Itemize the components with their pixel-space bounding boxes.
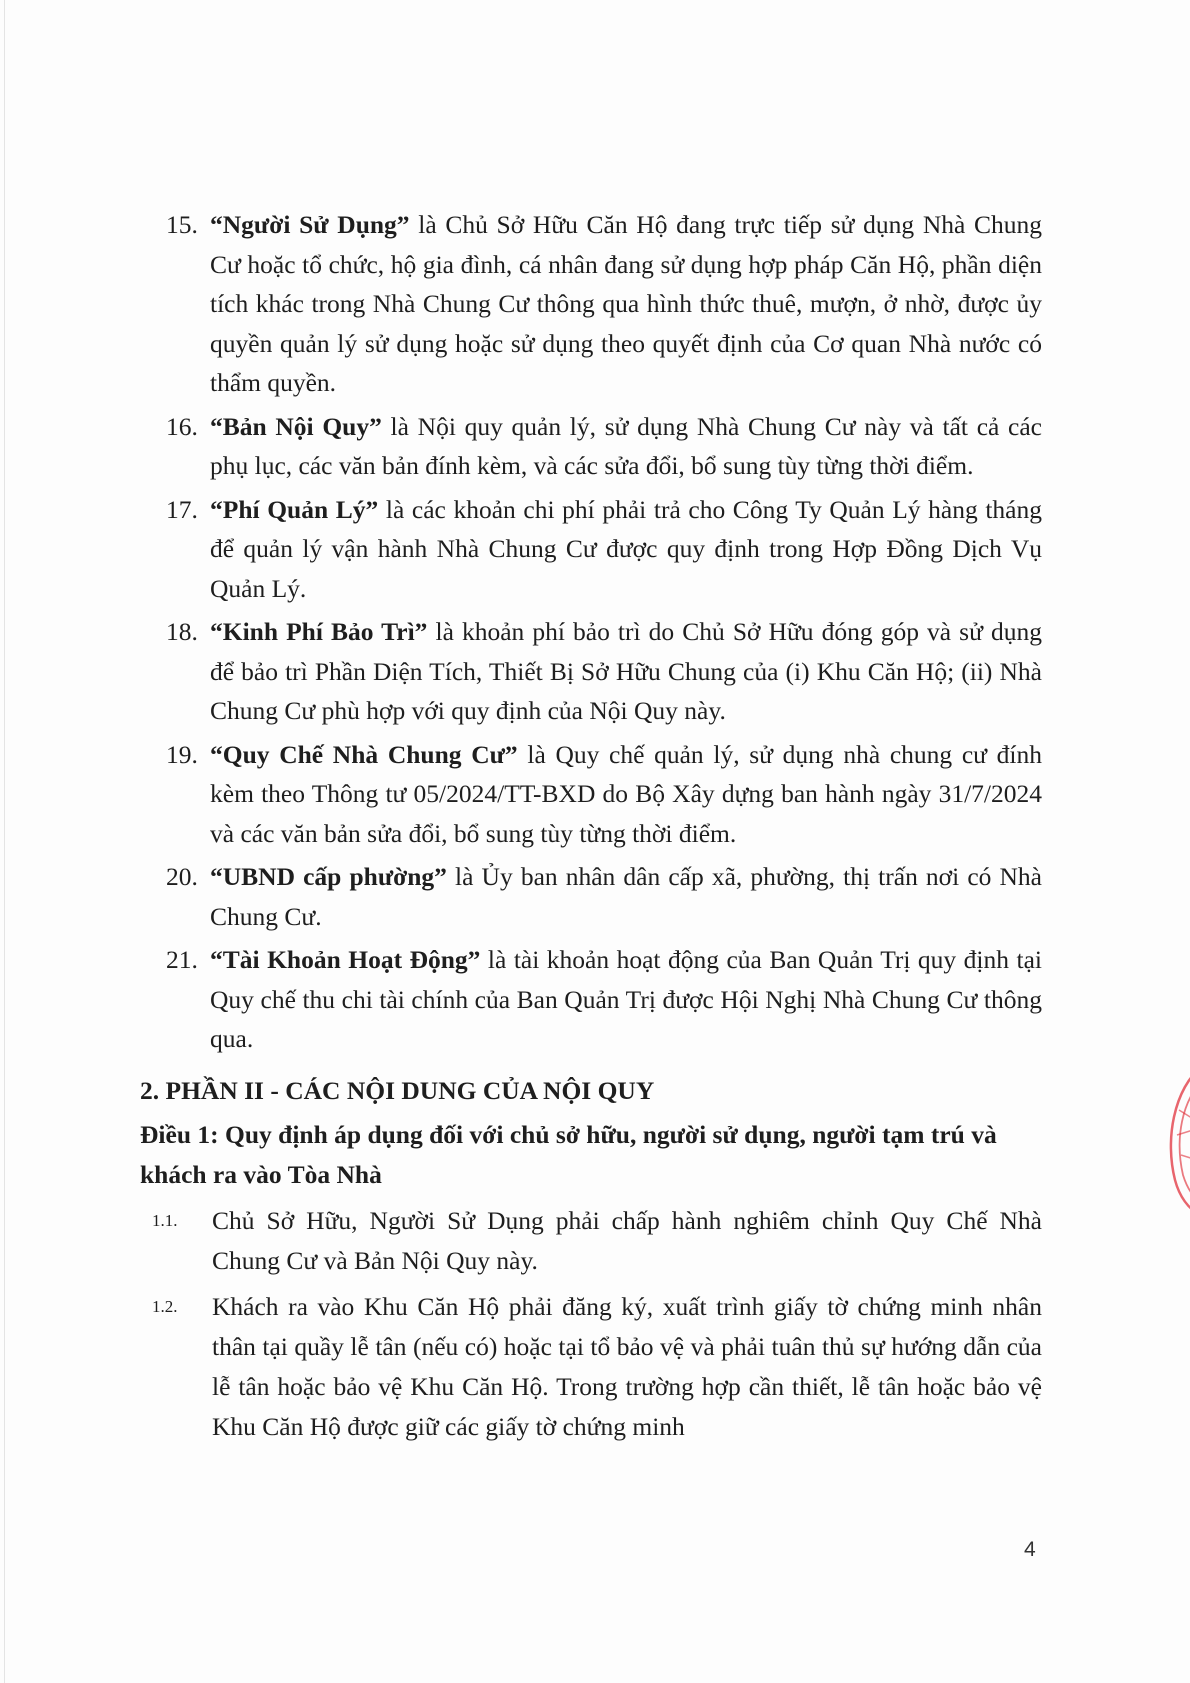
item-number: 19. [166, 739, 198, 769]
item-number: 18. [166, 617, 198, 646]
red-seal-stamp-icon [1165, 1060, 1190, 1220]
page-content [140, 205, 1043, 1453]
defined-term: “Kinh Phí Bảo Trì” [210, 617, 428, 646]
clause-item [152, 1201, 1042, 1281]
definition-item [166, 612, 1042, 731]
definition-item [166, 735, 1042, 854]
definition-item [166, 407, 1042, 486]
definition-text: là Ủy ban nhân dân cấp xã, phường, thị trấn nơi có Nhà Chung Cư. [210, 862, 1042, 931]
definition-text: là tài khoản hoạt động của Ban Quản Trị quy định tại Quy chế thu chi tài chính của Ban Quản Trị được Hội Nghị Nhà Chung Cư thông qua. [210, 945, 1042, 1053]
definition-item [166, 940, 1042, 1059]
section-heading: 2. PHẦN II - CÁC NỘI DUNG CỦA NỘI QUY [140, 1075, 655, 1105]
definition-text: là Nội quy quản lý, sử dụng Nhà Chung Cư này và tất cả các phụ lục, các văn bản đính kèm, và các sửa đổi, bổ sung tùy từng thời điểm. [210, 411, 1042, 480]
definition-text: là Quy chế quản lý, sử dụng nhà chung cư đính kèm theo Thông tư 05/2024/TT-BXD do Bộ Xây dựng ban hành ngày 31/7/2024 và các văn bản sửa đổi, bổ sung tùy từng thời điểm. [210, 739, 1042, 848]
defined-term: “UBND cấp phường” [210, 862, 447, 891]
definition-text: là khoản phí bảo trì do Chủ Sở Hữu đóng góp và sử dụng để bảo trì Phần Diện Tích, Thiết Bị Sở Hữu Chung của (i) Khu Căn Hộ; (ii) Nhà Chung Cư phù hợp với quy định của Nội Quy này. [210, 617, 1042, 725]
item-number: 21. [166, 945, 198, 974]
scan-edge [4, 0, 5, 1683]
definition-item [166, 205, 1042, 403]
clause-number: 1.2. [152, 1296, 178, 1316]
item-number: 15. [166, 210, 198, 239]
defined-term: “Phí Quản Lý” [210, 494, 379, 524]
definitions-list [166, 205, 1042, 1059]
clause-text: Chủ Sở Hữu, Người Sử Dụng phải chấp hành nghiêm chỉnh Quy Chế Nhà Chung Cư và Bản Nội Quy này. [212, 1205, 1042, 1275]
clause-text: Khách ra vào Khu Căn Hộ phải đăng ký, xuất trình giấy tờ chứng minh nhân thân tại quầy lễ tân (nếu có) hoặc tại tổ bảo vệ và phải tuân thủ sự hướng dẫn của lễ tân hoặc bảo vệ Khu Căn Hộ. Trong trường hợp cần thiết, lễ tân hoặc bảo vệ Khu Căn Hộ được giữ các giấy tờ chứng minh [212, 1291, 1042, 1441]
defined-term: “Tài Khoản Hoạt Động” [210, 945, 481, 974]
definition-item [166, 857, 1042, 936]
article-heading: Điều 1: Quy định áp dụng đối với chủ sở hữu, người sử dụng, người tạm trú và khách ra vào Tòa Nhà [140, 1119, 997, 1189]
item-number: 20. [166, 862, 198, 891]
defined-term: “Bản Nội Quy” [210, 411, 382, 441]
item-number: 17. [166, 494, 198, 524]
page-number: 4 [1024, 1538, 1036, 1561]
defined-term: “Người Sử Dụng” [210, 210, 410, 239]
definition-item [166, 490, 1042, 609]
clause-number: 1.1. [152, 1210, 178, 1230]
defined-term: “Quy Chế Nhà Chung Cư” [210, 739, 518, 769]
definition-text: là Chủ Sở Hữu Căn Hộ đang trực tiếp sử dụng Nhà Chung Cư hoặc tổ chức, hộ gia đình, cá nhân đang sử dụng hợp pháp Căn Hộ, phần diện tích khác trong Nhà Chung Cư thông qua hình thức thuê, mượn, ở nhờ, được ủy quyền quản lý sử dụng hoặc sử dụng theo quyết định của Cơ quan Nhà nước có thẩm quyền. [210, 210, 1043, 397]
item-number: 16. [166, 411, 198, 441]
clause-item [152, 1287, 1042, 1447]
clauses-list [152, 1201, 1042, 1447]
definition-text: là các khoản chi phí phải trả cho Công Ty Quản Lý hàng tháng để quản lý vận hành Nhà Chung Cư được quy định trong Hợp Đồng Dịch Vụ Quản Lý. [210, 494, 1042, 603]
